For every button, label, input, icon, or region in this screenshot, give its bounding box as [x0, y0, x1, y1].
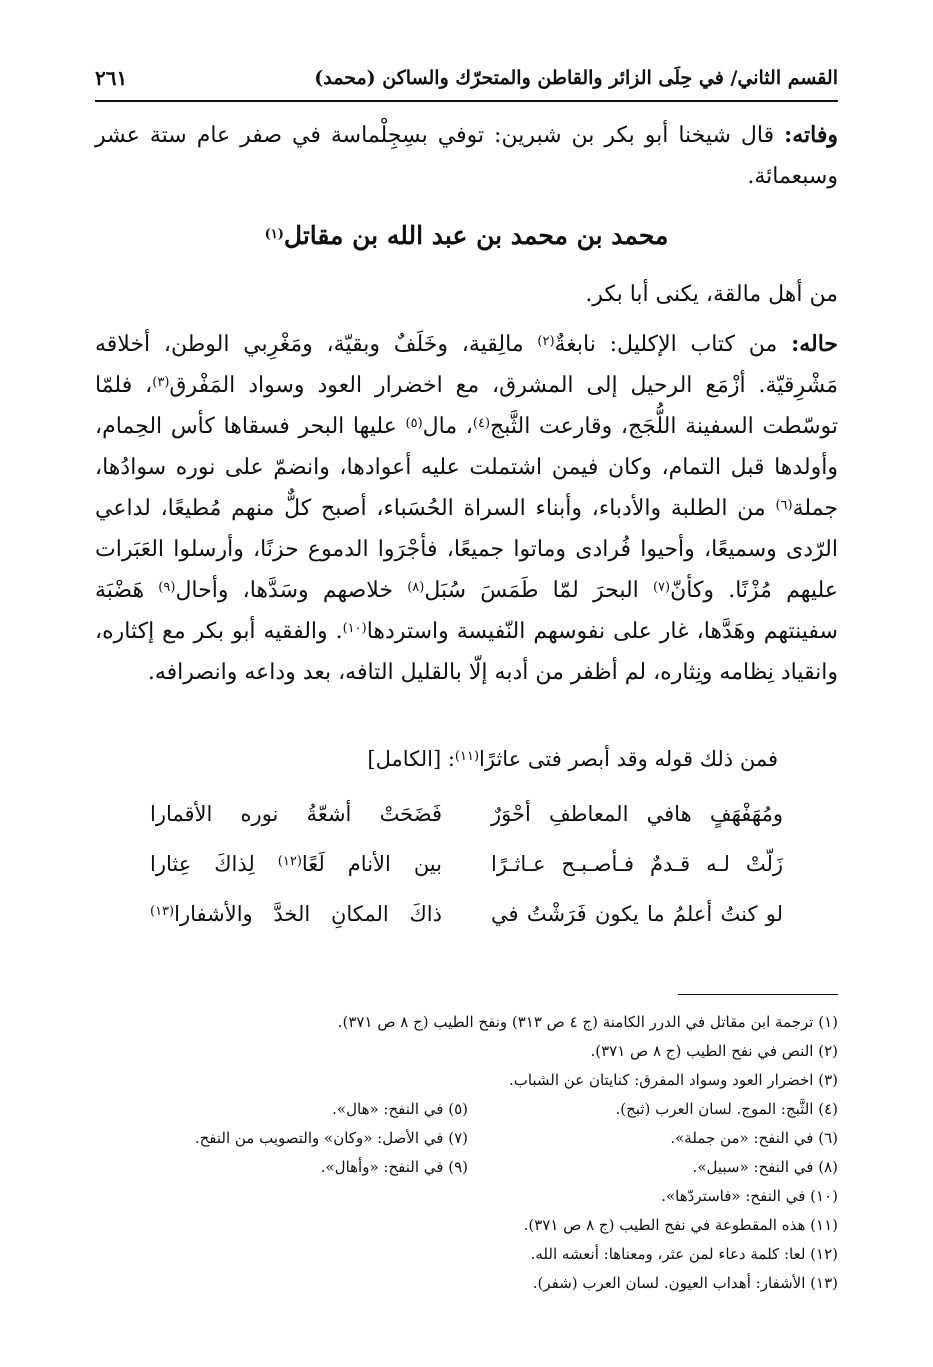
verse-segment: ذاكَ المكانِ الخدَّ والأشفارا [174, 902, 442, 926]
footnote: (٣) اخضرار العود وسواد المفرق: كنايتان عن الشباب. [508, 1071, 838, 1089]
footnote-line [95, 1240, 838, 1269]
verse-line [150, 793, 783, 835]
state-text: من كتاب الإكليل: نابغةٌ [554, 332, 778, 357]
footnote-separator [678, 994, 838, 995]
state-text: عليها البحر فسقاها كأس الحِمام، وأولدها قبل التمام، وكان فيمن اشتملت عليه أعوادها، وانضمّ على نوره سوادُها، جملة [95, 414, 839, 521]
state-text: . والفقيه أبو بكر مع إكثاره، وانقياد نِظامه ونِثاره، لم أظفر من أدبه إلّا بالقليل التافه، بعد وداعه وانصرافه. [95, 619, 838, 685]
state-label: حاله: [791, 331, 838, 357]
footnote-ref[interactable]: (٧) [652, 580, 671, 595]
footnote: (٢) النص في نفح الطيب (ج ٨ ص ٣٧١). [590, 1042, 838, 1060]
death-paragraph [95, 115, 838, 197]
footnote-ref[interactable]: (٣) [152, 375, 170, 390]
footnote-ref[interactable]: (١١) [454, 749, 480, 764]
state-text: خلاصهم وسَدَّها، وأحال [175, 578, 394, 603]
footnote-ref[interactable]: (٩) [158, 580, 176, 595]
footnote-line [95, 1269, 838, 1298]
state-text: هَضْبَة سفينتهم وهَدَّها، غار على نفوسهم النّفيسة واستردها [95, 578, 838, 644]
footnote-line [95, 1037, 838, 1066]
footnote-ref[interactable]: (٤) [472, 416, 491, 431]
state-paragraph [95, 324, 838, 693]
footnote: (١٠) في النفح: «فاستردّها». [661, 1187, 838, 1205]
verse-second-hemistich [150, 843, 442, 885]
state-text: من الطلبة والأدباء، وأبناء السراة الحُسَباء، أصبح كلٌّ منهم مُطيعًا، لداعي الرّدى وسميعًا، وأحيوا فُرادى وماتوا جميعًا، فأجْرَوا الدموع حزنًا، وأرسلوا العَبَرات عليهم مُزْنًا. وكأنّ [95, 496, 838, 603]
verse-first-hemistich: ومُهَفْهَفٍ هافي المعاطفِ أحْوَرٌ [491, 802, 783, 826]
verse-second-hemistich [150, 893, 442, 935]
footnote-ref[interactable]: (٨) [407, 580, 425, 595]
death-label: وفاته: [784, 122, 838, 148]
footnote: (٤) الثَّبج: الموج. لسان العرب (ثبج). [615, 1100, 838, 1118]
entry-title-text: محمد بن محمد بن عبد الله بن مقاتل [283, 221, 669, 250]
verse-line [150, 843, 783, 885]
footnote-ref[interactable]: (٦) [775, 498, 793, 513]
footnote-ref[interactable]: (١) [264, 227, 284, 242]
footnote-ref[interactable]: (٢) [537, 334, 555, 349]
verse-first-hemistich: لو كنتُ أعلمُ ما يكون فَرَشْتُ في [491, 902, 783, 926]
footnote-line [95, 1153, 838, 1182]
footnote-line [95, 1211, 838, 1240]
footnote: (٥) في النفح: «هال». [332, 1100, 468, 1118]
footnote-ref[interactable]: (١٢) [277, 854, 302, 869]
entry-title [95, 214, 838, 258]
footnote-line [95, 1066, 838, 1095]
footnote: (١٣) الأشفار: أهداب العيون. لسان العرب (شفر). [532, 1274, 838, 1292]
footnote: (٦) في النفح: «من جملة». [670, 1129, 838, 1147]
footnote-ref[interactable]: (١٠) [342, 621, 367, 636]
verse-intro [367, 740, 778, 778]
verse-meter: : [الكامل] [367, 747, 455, 771]
verse-segment: لِذاكَ عِثارا [150, 852, 255, 876]
running-header-title: القسم الثاني/ في حِلَى الزائر والقاطن والمتحرّك والساكن (محمد) [314, 67, 838, 89]
footnotes [95, 1008, 838, 1298]
death-text: قال شيخنا أبو بكر بن شبرين: توفي بسِجِلْماسة في صفر عام ستة عشر وسبعمائة. [95, 123, 838, 189]
footnote: (٨) في النفح: «سبيل». [692, 1158, 838, 1176]
state-text: مالِقية، وخَلَفٌ وبقيّة، ومَغْرِبي الوطن، أخلاقه مَشْرِقيّة. أزْمَع الرحيل إلى المشرق، مع اخضرار العود وسواد المَفْرق [95, 332, 838, 398]
footnote: (٧) في الأصل: «وكان» والتصويب من النفح. [194, 1129, 468, 1147]
header-rule [95, 100, 838, 102]
footnote: (٩) في النفح: «وأهال». [320, 1158, 468, 1176]
footnote-line [95, 1008, 838, 1037]
verse-segment: بين الأنام لَعًا [301, 852, 442, 876]
footnote-line [95, 1124, 838, 1153]
verse-intro-text: فمن ذلك قوله وقد أبصر فتى عاثرًا [479, 747, 778, 771]
footnote: (١٢) لعا: كلمة دعاء لمن عثر، ومعناها: أنعشه الله. [530, 1245, 838, 1263]
origin-paragraph [95, 274, 838, 315]
footnote-line [95, 1095, 838, 1124]
verse-first-hemistich: زَلّتْ لـه قـدمٌ فـأصـبـح عـاثـرًا [491, 852, 783, 876]
origin-text: من أهل مالقة، يكنى أبا بكر. [585, 282, 838, 307]
verse-line [150, 893, 783, 935]
footnote-ref[interactable]: (٥) [405, 416, 423, 431]
footnote-line [95, 1182, 838, 1211]
running-header [95, 60, 838, 96]
state-text: ، فلمّا توسّطت السفينة اللُّجَج، وقارعت الثَّبج [95, 373, 838, 439]
footnote: (١) ترجمة ابن مقاتل في الدرر الكامنة (ج ٤ ص ٣١٣) ونفح الطيب (ج ٨ ص ٣٧١). [337, 1013, 838, 1031]
state-text: البحرَ لمّا طَمَسَ سُبَل [424, 578, 639, 603]
verse-second-hemistich: فَضَحَتْ أشعّةُ نوره الأقمارا [150, 802, 442, 826]
footnote-ref[interactable]: (١٣) [150, 904, 175, 919]
footnote: (١١) هذه المقطوعة في نفح الطيب (ج ٨ ص ٣٧١). [523, 1216, 838, 1234]
page-number: ٢٦١ [95, 66, 128, 90]
state-text: ، مال [422, 414, 473, 439]
